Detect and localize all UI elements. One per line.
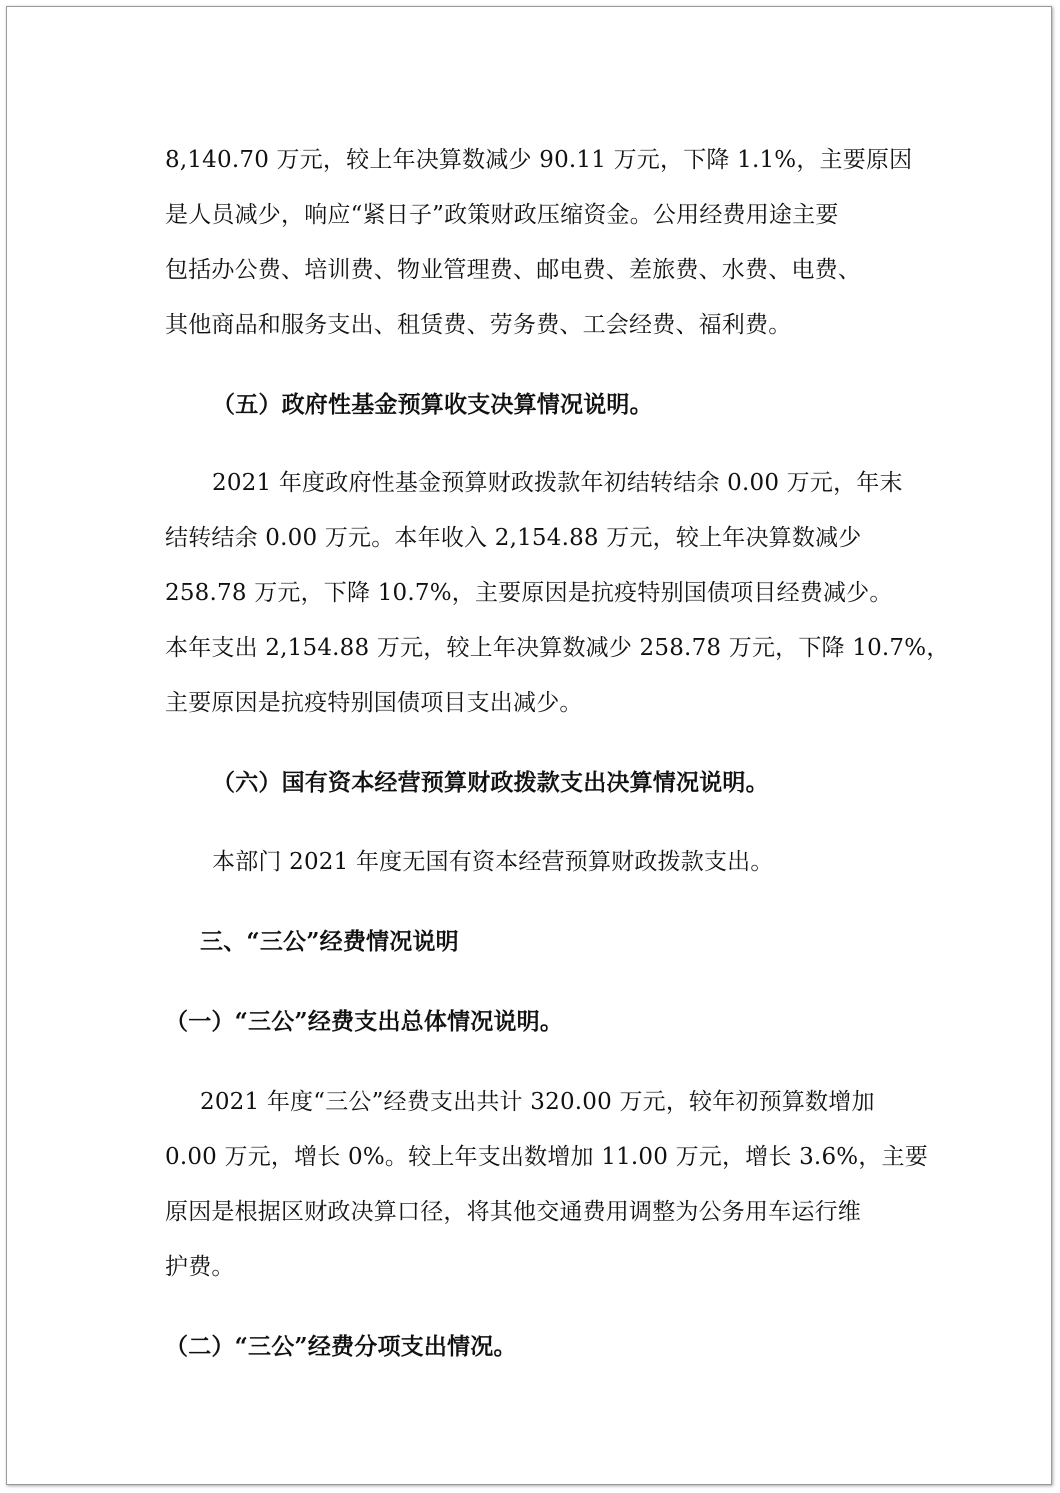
paragraph-2-line-3: 258.78 万元，下降 10.7%，主要原因是抗疫特别国债项目经费减少。 [165,580,893,606]
heading-section-5: （五）政府性基金预算收支决算情况说明。 [212,391,653,418]
paragraph-4-line-3: 原因是根据区财政决算口径，将其他交通费用调整为公务用车运行维 [165,1199,861,1225]
paragraph-4-line-4: 护费。 [165,1254,235,1280]
paragraph-4-line-2: 0.00 万元，增长 0%。较上年支出数增加 11.00 万元，增长 3.6%，主要 [165,1144,928,1170]
paragraph-2-line-4: 本年支出 2,154.88 万元，较上年决算数减少 258.78 万元，下降 10.7%， [165,635,950,661]
heading-section-6: （六）国有资本经营预算财政拨款支出决算情况说明。 [212,769,769,796]
paragraph-1-line-4: 其他商品和服务支出、租赁费、劳务费、工会经费、福利费。 [165,312,792,338]
paragraph-2-line-2: 结转结余 0.00 万元。本年收入 2,154.88 万元，较上年决算数减少 [165,525,862,551]
subheading-1: （一）“三公”经费支出总体情况说明。 [165,1008,564,1035]
paragraph-1-line-3: 包括办公费、培训费、物业管理费、邮电费、差旅费、水费、电费、 [165,257,861,283]
paragraph-1-line-2: 是人员减少，响应“紧日子”政策财政压缩资金。公用经费用途主要 [165,202,839,228]
paragraph-1-line-1: 8,140.70 万元，较上年决算数减少 90.11 万元，下降 1.1%，主要原因 [165,147,913,173]
paragraph-2-line-5: 主要原因是抗疫特别国债项目支出减少。 [165,690,583,716]
paragraph-3: 本部门 2021 年度无国有资本经营预算财政拨款支出。 [212,849,774,875]
paragraph-4-line-1: 2021 年度“三公”经费支出共计 320.00 万元，较年初预算数增加 [200,1089,875,1115]
paragraph-2-line-1: 2021 年度政府性基金预算财政拨款年初结转结余 0.00 万元，年末 [212,470,903,496]
section-3-heading: 三、“三公”经费情况说明 [200,928,459,955]
subheading-2: （二）“三公”经费分项支出情况。 [165,1333,517,1360]
